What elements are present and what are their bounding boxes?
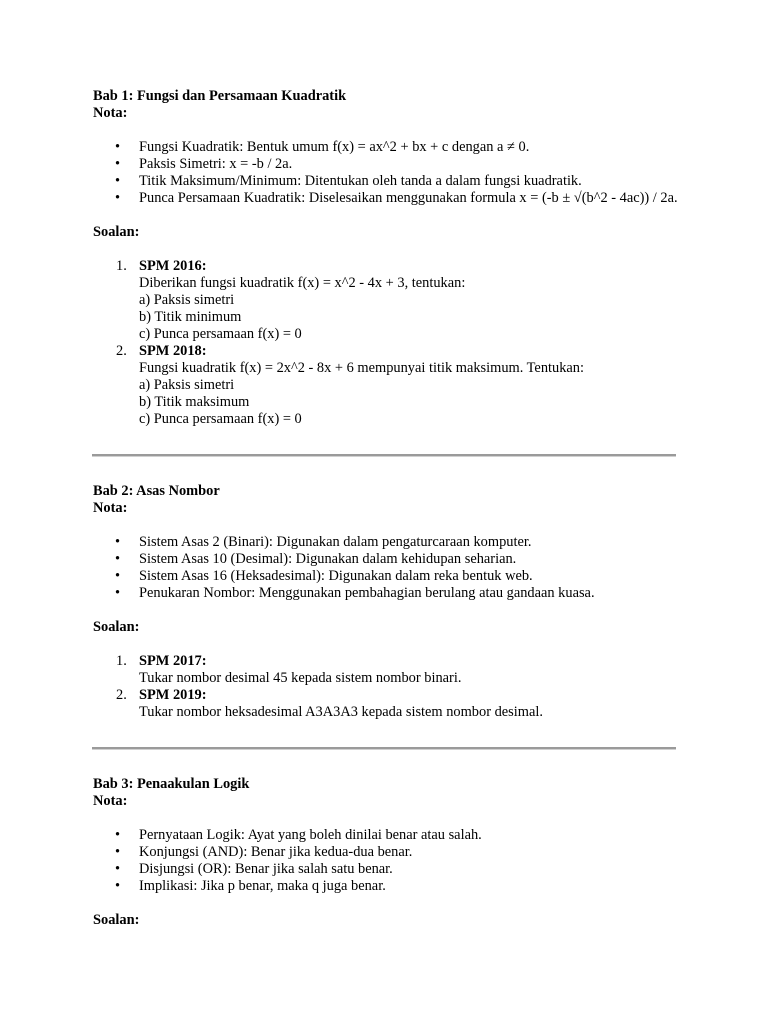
- question-line: c) Punca persamaan f(x) = 0: [139, 326, 302, 342]
- notes-list: [93, 827, 683, 895]
- question-number: 2.: [116, 687, 127, 703]
- section-divider: [92, 747, 676, 750]
- note-item: • Pernyataan Logik: Ayat yang boleh dinilai benar atau salah.: [139, 827, 683, 844]
- questions-list: [93, 653, 683, 721]
- question-year: SPM 2018:: [139, 343, 207, 359]
- section-bab-2: [93, 483, 683, 721]
- questions-list: [93, 258, 683, 428]
- section-bab-1: [93, 88, 683, 428]
- question-line: Fungsi kuadratik f(x) = 2x^2 - 8x + 6 mempunyai titik maksimum. Tentukan:: [139, 360, 584, 376]
- question-number: 1.: [116, 258, 127, 274]
- question-number: 2.: [116, 343, 127, 359]
- soalan-label: Soalan:: [93, 912, 140, 928]
- document-content: [93, 88, 683, 929]
- question-number: 1.: [116, 653, 127, 669]
- note-item: • Penukaran Nombor: Menggunakan pembahagian berulang atau gandaan kuasa.: [139, 585, 683, 602]
- question-line: Tukar nombor desimal 45 kepada sistem nombor binari.: [139, 670, 462, 686]
- section-divider: [92, 454, 676, 457]
- nota-label: Nota:: [93, 793, 128, 809]
- soalan-label: Soalan:: [93, 619, 140, 635]
- section-title: Bab 2: Asas Nombor: [93, 483, 220, 499]
- note-item: • Disjungsi (OR): Benar jika salah satu benar.: [139, 861, 683, 878]
- note-item: • Paksis Simetri: x = -b / 2a.: [139, 156, 683, 173]
- question-line: b) Titik maksimum: [139, 394, 250, 410]
- question-year: SPM 2016:: [139, 258, 207, 274]
- note-item: • Sistem Asas 16 (Heksadesimal): Digunakan dalam reka bentuk web.: [139, 568, 683, 585]
- nota-label: Nota:: [93, 105, 128, 121]
- question-year: SPM 2017:: [139, 653, 207, 669]
- notes-list: [93, 534, 683, 602]
- note-item: • Sistem Asas 10 (Desimal): Digunakan dalam kehidupan seharian.: [139, 551, 683, 568]
- question-item: [116, 687, 683, 721]
- question-line: c) Punca persamaan f(x) = 0: [139, 411, 302, 427]
- question-item: [116, 343, 683, 428]
- question-year: SPM 2019:: [139, 687, 207, 703]
- question-line: a) Paksis simetri: [139, 377, 235, 393]
- nota-label: Nota:: [93, 500, 128, 516]
- question-line: a) Paksis simetri: [139, 292, 235, 308]
- section-title: Bab 1: Fungsi dan Persamaan Kuadratik: [93, 88, 347, 104]
- question-line: Diberikan fungsi kuadratik f(x) = x^2 - 4x + 3, tentukan:: [139, 275, 466, 291]
- section-bab-3: [93, 776, 683, 929]
- question-item: [116, 653, 683, 687]
- question-line: Tukar nombor heksadesimal A3A3A3 kepada sistem nombor desimal.: [139, 704, 543, 720]
- note-item: • Sistem Asas 2 (Binari): Digunakan dalam pengaturcaraan komputer.: [139, 534, 683, 551]
- question-item: [116, 258, 683, 343]
- note-item: • Implikasi: Jika p benar, maka q juga benar.: [139, 878, 683, 895]
- note-item: • Punca Persamaan Kuadratik: Diselesaikan menggunakan formula x = (-b ± √(b^2 - 4ac)) / 2a.: [139, 190, 683, 207]
- question-line: b) Titik minimum: [139, 309, 242, 325]
- note-item: • Konjungsi (AND): Benar jika kedua-dua benar.: [139, 844, 683, 861]
- note-item: • Titik Maksimum/Minimum: Ditentukan oleh tanda a dalam fungsi kuadratik.: [139, 173, 683, 190]
- notes-list: [93, 139, 683, 207]
- section-title: Bab 3: Penaakulan Logik: [93, 776, 250, 792]
- soalan-label: Soalan:: [93, 224, 140, 240]
- note-item: • Fungsi Kuadratik: Bentuk umum f(x) = ax^2 + bx + c dengan a ≠ 0.: [139, 139, 683, 156]
